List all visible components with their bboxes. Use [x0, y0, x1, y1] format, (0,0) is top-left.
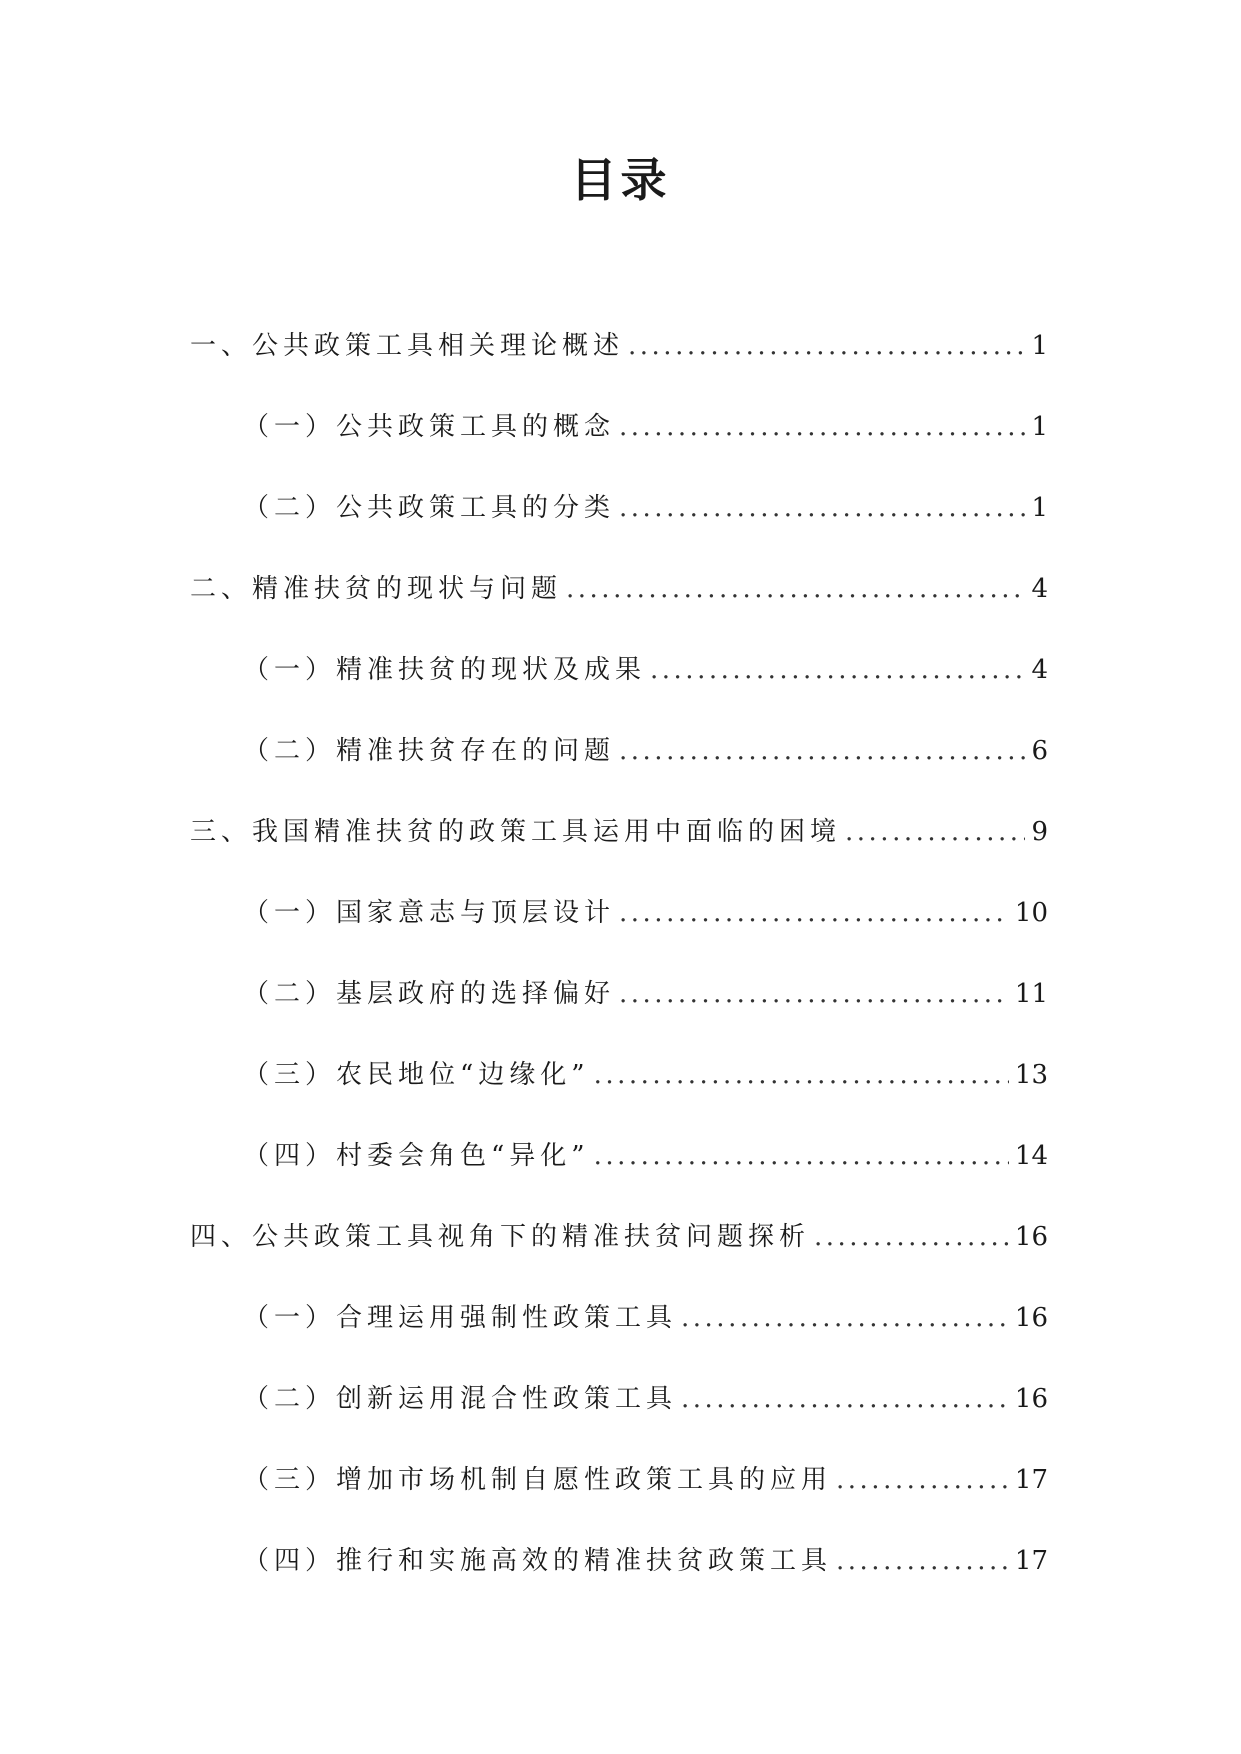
dot-leader [566, 569, 1025, 609]
toc-entry[interactable] [190, 1217, 1048, 1257]
toc-entry[interactable] [243, 407, 1048, 447]
toc-entry-text: （一）合理运用强制性政策工具 [243, 1303, 678, 1333]
toc-entry-text: （四）村委会角色“异化” [243, 1141, 590, 1171]
page-title: 目录 [570, 153, 671, 207]
toc-page-number: 4 [1031, 655, 1048, 685]
toc-page-number: 16 [1014, 1222, 1048, 1252]
toc-entry-text: 四、公共政策工具视角下的精准扶贫问题探析 [190, 1222, 811, 1252]
toc-entry-text: （三）农民地位“边缘化” [243, 1060, 590, 1090]
dot-leader [650, 650, 1025, 690]
toc-page-number: 4 [1031, 574, 1048, 604]
toc-entry[interactable] [243, 1136, 1048, 1176]
toc-page-number: 16 [1014, 1384, 1048, 1414]
toc-page-number: 1 [1031, 493, 1048, 523]
toc-entry-text: （三）增加市场机制自愿性政策工具的应用 [243, 1465, 833, 1495]
toc-entry-text: （一）国家意志与顶层设计 [243, 898, 616, 928]
toc-entry[interactable] [190, 326, 1048, 366]
toc-entry-text: （一）公共政策工具的概念 [243, 412, 616, 442]
toc-entry-text: （二）基层政府的选择偏好 [243, 979, 616, 1009]
toc-entry[interactable] [243, 974, 1048, 1014]
dot-leader [681, 1298, 1009, 1338]
toc-entry-text: （二）精准扶贫存在的问题 [243, 736, 616, 766]
dot-leader [845, 812, 1025, 852]
toc-page-number: 1 [1031, 331, 1048, 361]
toc-page-number: 9 [1031, 817, 1048, 847]
toc-entry[interactable] [243, 893, 1048, 933]
toc-page-number: 11 [1014, 979, 1048, 1009]
toc-entry-text: （四）推行和实施高效的精准扶贫政策工具 [243, 1546, 833, 1576]
dot-leader [619, 893, 1009, 933]
toc-page-number: 17 [1014, 1546, 1048, 1576]
toc-entry-text: （二）公共政策工具的分类 [243, 493, 616, 523]
toc-entry-text: （二）创新运用混合性政策工具 [243, 1384, 678, 1414]
toc-entry[interactable] [243, 1541, 1048, 1581]
toc-entry[interactable] [243, 488, 1048, 528]
toc-entry-text: 一、公共政策工具相关理论概述 [190, 331, 625, 361]
toc-page-number: 13 [1014, 1060, 1048, 1090]
toc-page-number: 6 [1031, 736, 1048, 766]
toc-entry[interactable] [243, 650, 1048, 690]
toc-entry[interactable] [190, 569, 1048, 609]
toc-entry-text: 三、我国精准扶贫的政策工具运用中面临的困境 [190, 817, 842, 847]
dot-leader [619, 974, 1009, 1014]
dot-leader [681, 1379, 1009, 1419]
dot-leader [619, 488, 1025, 528]
toc-page-number: 10 [1014, 898, 1048, 928]
toc-entry[interactable] [243, 731, 1048, 771]
toc-entry[interactable] [243, 1298, 1048, 1338]
toc-entry[interactable] [243, 1055, 1048, 1095]
dot-leader [814, 1217, 1009, 1257]
dot-leader [628, 326, 1025, 366]
dot-leader [619, 407, 1025, 447]
toc-page-number: 14 [1014, 1141, 1048, 1171]
toc-page-number: 1 [1031, 412, 1048, 442]
toc-entry-text: 二、精准扶贫的现状与问题 [190, 574, 563, 604]
dot-leader [836, 1541, 1009, 1581]
toc-page-number: 16 [1014, 1303, 1048, 1333]
dot-leader [594, 1055, 1009, 1095]
toc-page-number: 17 [1014, 1465, 1048, 1495]
dot-leader [594, 1136, 1009, 1176]
toc-entry[interactable] [243, 1460, 1048, 1500]
dot-leader [619, 731, 1025, 771]
toc-entry-text: （一）精准扶贫的现状及成果 [243, 655, 647, 685]
toc-entry[interactable] [190, 812, 1048, 852]
dot-leader [836, 1460, 1009, 1500]
toc-entry[interactable] [243, 1379, 1048, 1419]
